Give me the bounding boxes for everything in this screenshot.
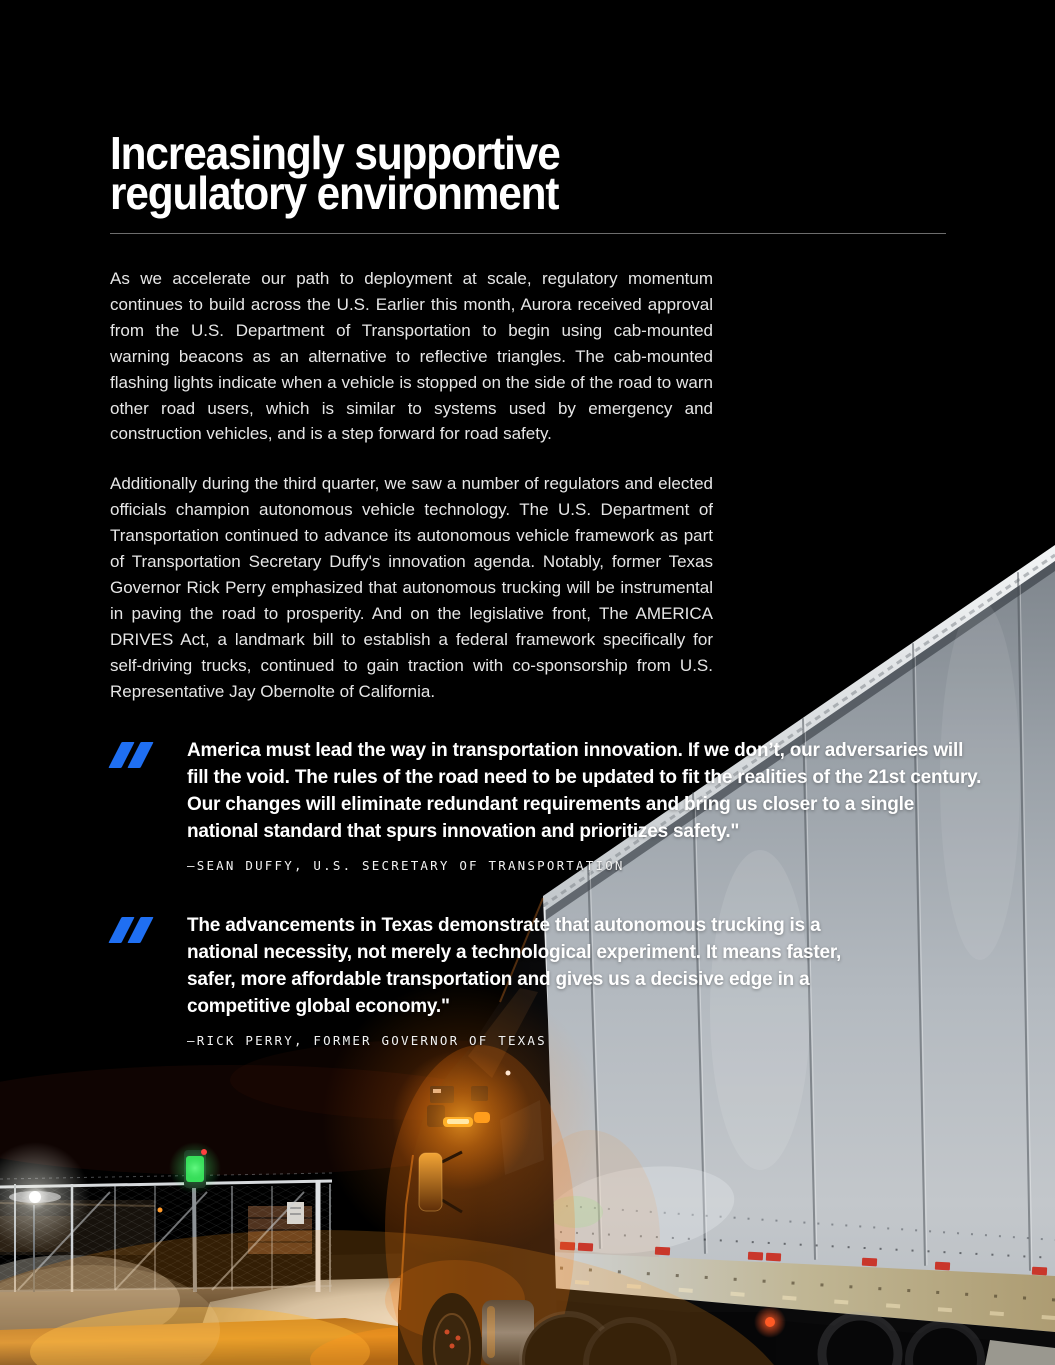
quote-block-sean-duffy xyxy=(110,737,990,873)
title-divider xyxy=(110,233,946,234)
quote-mark-icon xyxy=(110,917,156,943)
paragraph-regulatory-momentum: As we accelerate our path to deployment at scale, regulatory momentum continues to build across the U.S. Earlier this month, Aurora received approval from the U.S. Department of Transportation to begin using cab-mounted warning beacons as an alternative to reflective triangles. The cab-mounted flashing lights indicate when a vehicle is stopped on the side of the road to warn other road users, which is similar to systems used by emergency and construction vehicles, and is a step forward for road safety. xyxy=(110,269,713,444)
page-title-line-1: Increasingly supportive xyxy=(110,127,560,179)
quote-attribution: —RICK PERRY, FORMER GOVERNOR OF TEXAS xyxy=(187,1033,547,1048)
quote-text: The advancements in Texas demonstrate that autonomous trucking is a national necessity, not merely a technological experiment. It means faster, safer, more affordable transportation and gives us a decisive edge in a competitive global economy." xyxy=(187,915,842,1017)
quote-block-rick-perry xyxy=(110,912,990,1048)
intro-paragraphs xyxy=(110,266,713,705)
paragraph-third-quarter: Additionally during the third quarter, we saw a number of regulators and elected officials champion autonomous vehicle technology. The U.S. Department of Transportation continued to advance its autonomous vehicle framework as part of Transportation Secretary Duffy's innovation agenda. Notably, former Texas Governor Rick Perry emphasized that autonomous trucking will be instrumental in paving the road to prosperity. And on the legislative front, The AMERICA DRIVES Act, a landmark bill to establish a federal framework specifically for self-driving trucks, continued to gain traction with co-sponsorship from U.S. Representative Jay Obernolte of California. xyxy=(110,474,713,701)
page-title-line-2: regulatory environment xyxy=(110,167,559,219)
quote-text: America must lead the way in transportation innovation. If we don’t, our adversaries will fill the void. The rules of the road need to be updated to fit the realities of the 21st century. Our changes will eliminate redundant requirements and bring us closer to a single national standard that spurs innovation and prioritizes safety." xyxy=(187,740,982,842)
quote-attribution: —SEAN DUFFY, U.S. SECRETARY OF TRANSPORTATION xyxy=(187,858,625,873)
quote-mark-icon xyxy=(110,742,156,768)
page-title xyxy=(110,127,560,219)
